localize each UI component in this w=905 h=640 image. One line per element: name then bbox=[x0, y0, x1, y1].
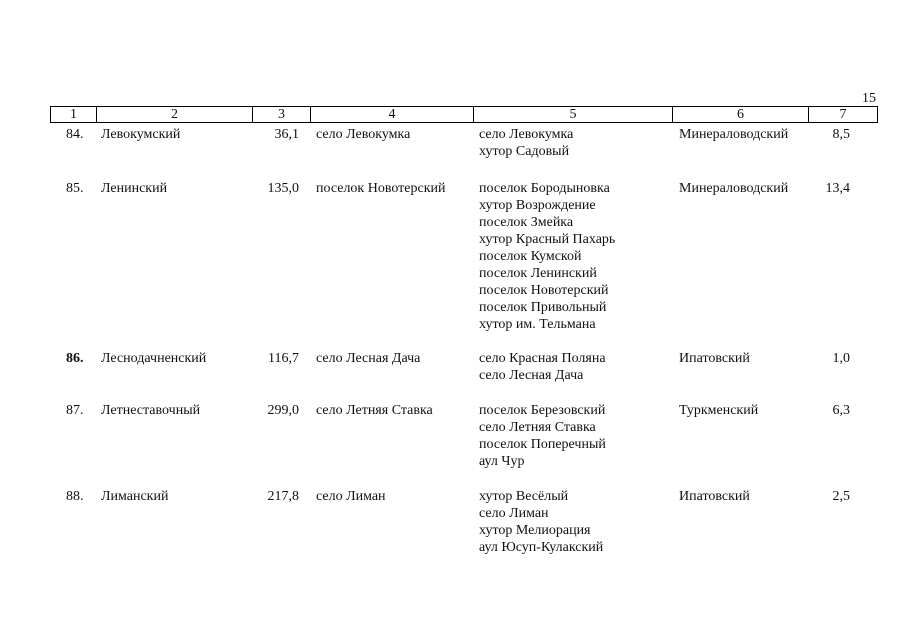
settlements-list: хутор Весёлый село Лиман хутор Мелиорация аул Юсуп-Кулакский bbox=[479, 489, 604, 555]
settlements-list: село Левокумка хутор Садовый bbox=[479, 127, 574, 159]
distance-value: 2,5 bbox=[832, 489, 850, 504]
row-number: 86. bbox=[66, 351, 84, 366]
header-col-4: 4 bbox=[311, 106, 473, 123]
header-col-6: 6 bbox=[673, 106, 808, 123]
row-number: 87. bbox=[66, 403, 84, 418]
settlements-list: поселок Березовский село Летняя Ставка поселок Поперечный аул Чур bbox=[479, 403, 606, 469]
distance-value: 13,4 bbox=[825, 181, 850, 196]
header-col-2: 2 bbox=[97, 106, 252, 123]
district-name: Минераловодский bbox=[679, 181, 789, 196]
district-name: Минераловодский bbox=[679, 127, 789, 142]
area-value: 36,1 bbox=[274, 127, 299, 142]
district-name: Ипатовский bbox=[679, 489, 750, 504]
municipality-name: Левокумский bbox=[101, 127, 181, 142]
row-number: 88. bbox=[66, 489, 84, 504]
admin-center: село Летняя Ставка bbox=[316, 403, 433, 418]
municipality-name: Летнеставочный bbox=[101, 403, 201, 418]
row-number: 84. bbox=[66, 127, 84, 142]
distance-value: 8,5 bbox=[832, 127, 850, 142]
settlements-list: село Красная Поляна село Лесная Дача bbox=[479, 351, 606, 383]
district-name: Туркменский bbox=[679, 403, 759, 418]
header-col-1: 1 bbox=[50, 106, 97, 123]
distance-value: 6,3 bbox=[832, 403, 850, 418]
district-name: Ипатовский bbox=[679, 351, 750, 366]
header-col-7: 7 bbox=[808, 106, 878, 123]
municipality-name: Леснодачненский bbox=[101, 351, 207, 366]
page-number: 15 bbox=[862, 91, 876, 106]
municipality-name: Лиманский bbox=[101, 489, 169, 504]
admin-center: поселок Новотерский bbox=[316, 181, 446, 196]
area-value: 116,7 bbox=[268, 351, 299, 366]
admin-center: село Лиман bbox=[316, 489, 386, 504]
admin-center: село Лесная Дача bbox=[316, 351, 421, 366]
header-col-5: 5 bbox=[473, 106, 673, 123]
area-value: 217,8 bbox=[267, 489, 299, 504]
header-col-3: 3 bbox=[252, 106, 311, 123]
area-value: 135,0 bbox=[267, 181, 299, 196]
settlements-list: поселок Бородыновка хутор Возрождение поселок Змейка хутор Красный Пахарь поселок Кумской поселок Ленинский поселок Новотерский поселок Привольный хутор им. Тельмана bbox=[479, 181, 616, 332]
area-value: 299,0 bbox=[267, 403, 299, 418]
admin-center: село Левокумка bbox=[316, 127, 411, 142]
row-number: 85. bbox=[66, 181, 84, 196]
municipality-name: Ленинский bbox=[101, 181, 168, 196]
distance-value: 1,0 bbox=[832, 351, 850, 366]
